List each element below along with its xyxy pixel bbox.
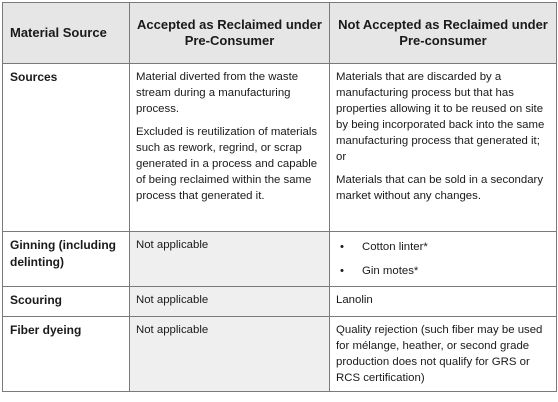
cell-not-accepted-sources — [330, 64, 557, 232]
cell-accepted-fiber-dyeing: Not applicable — [130, 317, 330, 392]
table-row-sources — [3, 64, 557, 232]
table-body — [3, 64, 557, 392]
table-row-ginning — [3, 232, 557, 287]
cell-accepted-sources — [130, 64, 330, 232]
row-label-fiber-dyeing: Fiber dyeing — [3, 317, 130, 392]
header-row — [3, 3, 557, 64]
table-row-fiber-dyeing — [3, 317, 557, 392]
header-not-accepted: Not Accepted as Reclaimed under Pre-consumer — [330, 3, 557, 64]
header-material-source: Material Source — [3, 3, 130, 64]
list-item-text: Cotton linter* — [362, 241, 428, 253]
list-item — [340, 263, 550, 279]
table-row-scouring — [3, 287, 557, 317]
cell-not-accepted-fiber-dyeing: Quality rejection (such fiber may be used for mélange, heather, or second grade production does not qualify for GRS or RCS certification) — [330, 317, 557, 392]
row-label-scouring: Scouring — [3, 287, 130, 317]
cell-accepted-ginning: Not applicable — [130, 232, 330, 287]
bullet-icon: • — [340, 265, 344, 277]
cell-not-accepted-scouring: Lanolin — [330, 287, 557, 317]
cell-paragraph: Materials that can be sold in a secondary market without any changes. — [336, 174, 544, 202]
material-source-table — [2, 2, 557, 392]
cell-paragraph: Material diverted from the waste stream during a manufacturing process. — [136, 71, 299, 115]
table-header — [3, 3, 557, 64]
list-item — [340, 239, 550, 255]
cell-accepted-scouring: Not applicable — [130, 287, 330, 317]
header-accepted: Accepted as Reclaimed under Pre-Consumer — [130, 3, 330, 64]
bullet-icon: • — [340, 241, 344, 253]
cell-not-accepted-ginning — [330, 232, 557, 287]
cell-paragraph: Excluded is reutilization of materials such as rework, regrind, or scrap generated in a process and capable of being reclaimed within the same process that generated it. — [136, 126, 318, 202]
row-label-sources: Sources — [3, 64, 130, 232]
cell-paragraph: Materials that are discarded by a manufacturing process but that has properties allowing it to be reused on site by being incorporated back into the same manufacturing process that generated it; or — [336, 71, 545, 163]
bullet-list — [336, 239, 550, 279]
row-label-ginning: Ginning (including delinting) — [3, 232, 130, 287]
list-item-text: Gin motes* — [362, 265, 419, 277]
